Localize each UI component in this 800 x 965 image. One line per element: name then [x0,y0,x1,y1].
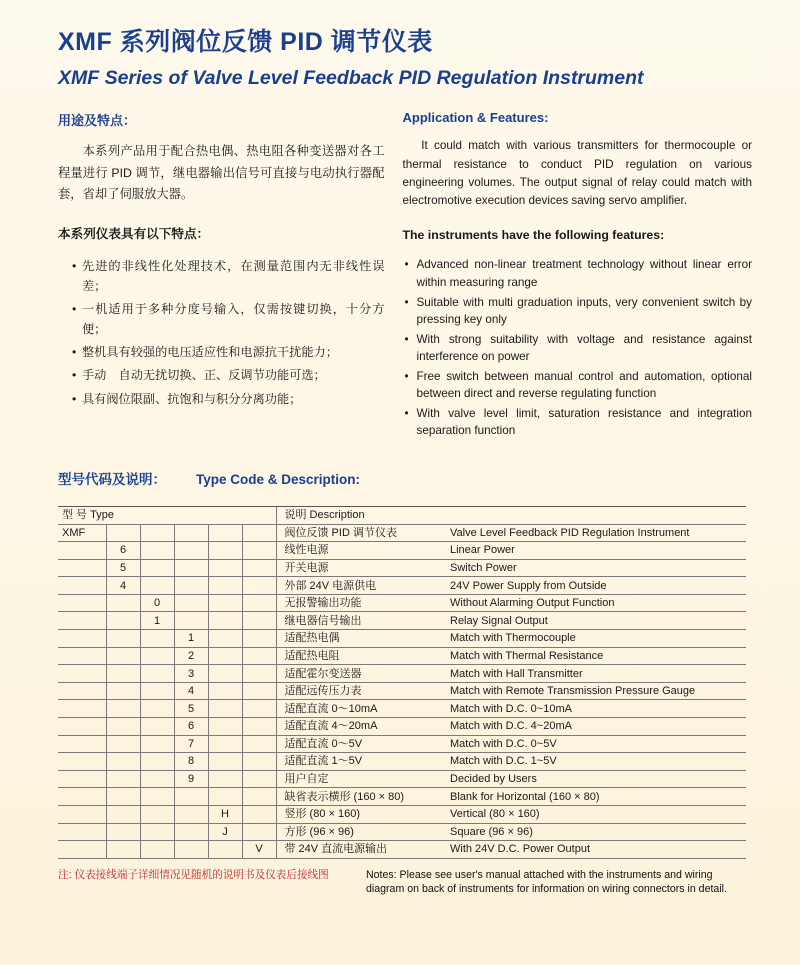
cell-type [58,735,106,753]
cell-code-5 [242,806,276,824]
cell-description-en: Relay Signal Output [442,612,746,630]
cell-code-5 [242,524,276,542]
application-paragraph-cn: 本系列产品用于配合热电偶、热电阻各种变送器对各工程量进行 PID 调节，继电器输出信号可直接与电动执行器配套，省却了伺服放大器。 [58,144,385,201]
cell-type [58,806,106,824]
cell-description-en: Linear Power [442,542,746,560]
cell-code-4 [208,682,242,700]
table-row [58,647,746,665]
table-row [58,630,746,648]
cell-code-1 [106,594,140,612]
cell-code-4 [208,770,242,788]
cell-type: XMF [58,524,106,542]
cell-code-4 [208,612,242,630]
cell-code-2 [140,735,174,753]
table-row [58,542,746,560]
cell-description-cn: 适配热电偶 [276,630,442,648]
note-cn: 注: 仪表接线端子详细情况见随机的说明书及仪表后接线图 [58,868,329,881]
cell-code-4 [208,577,242,595]
cell-description-en: Match with Thermocouple [442,630,746,648]
cell-code-5 [242,770,276,788]
cell-code-3: 4 [174,682,208,700]
cell-type [58,823,106,841]
cell-code-2 [140,682,174,700]
cell-description-en: Match with Thermal Resistance [442,647,746,665]
cell-code-2 [140,542,174,560]
cell-code-3 [174,612,208,630]
table-row [58,823,746,841]
cell-code-4 [208,559,242,577]
cell-code-1 [106,700,140,718]
cell-code-1 [106,788,140,806]
cell-code-1 [106,718,140,736]
cell-code-4 [208,753,242,771]
cell-code-2 [140,559,174,577]
cell-description-en: Match with Remote Transmission Pressure Gauge [442,682,746,700]
table-row [58,806,746,824]
cell-code-1 [106,735,140,753]
cell-description-cn: 外部 24V 电源供电 [276,577,442,595]
cell-type [58,700,106,718]
cell-description-cn: 适配直流 0～5V [276,735,442,753]
cell-code-2 [140,841,174,859]
cell-code-2 [140,770,174,788]
table-header-description: 说明 Description [276,506,746,524]
cell-code-3 [174,788,208,806]
cell-code-3 [174,594,208,612]
cell-code-5 [242,594,276,612]
table-row [58,770,746,788]
cell-code-3 [174,524,208,542]
cell-code-2 [140,665,174,683]
cell-code-4 [208,700,242,718]
cell-code-1: 4 [106,577,140,595]
features-list-en [403,256,752,439]
table-header-row [58,506,746,524]
cell-description-cn: 开关电源 [276,559,442,577]
page-title-en: XMF Series of Valve Level Feedback PID Regulation Instrument [58,66,644,89]
cell-description-en: Square (96 × 96) [442,823,746,841]
table-row [58,594,746,612]
cell-description-cn: 无报警输出功能 [276,594,442,612]
cell-code-5 [242,735,276,753]
cell-code-2 [140,524,174,542]
list-item: • Advanced non-linear treatment technology without linear error within measuring range [405,256,752,291]
cell-code-1 [106,806,140,824]
cell-description-cn: 适配远传压力表 [276,682,442,700]
cell-code-5: V [242,841,276,859]
features-heading-cn: 本系列仪表具有以下特点： [58,226,210,241]
cell-code-5 [242,542,276,560]
type-code-table [58,506,746,859]
cell-description-cn: 适配直流 1～5V [276,753,442,771]
cell-description-en: Match with D.C. 1~5V [442,753,746,771]
cell-code-4 [208,594,242,612]
cell-code-3 [174,559,208,577]
table-row [58,753,746,771]
cell-code-5 [242,700,276,718]
application-paragraph-en: It could match with various transmitters for thermocouple or thermal resistance to conduct PID regulation on various engineering volumes. The output signal of relay could match with electromotive execution devices saving servo amplifier. [402,139,752,208]
cell-code-1 [106,524,140,542]
cell-code-2 [140,753,174,771]
cell-code-5 [242,788,276,806]
cell-type [58,542,106,560]
cell-code-5 [242,718,276,736]
page-title-cn: XMF 系列阀位反馈 PID 调节仪表 [58,28,433,56]
cell-code-5 [242,577,276,595]
cell-code-3: 2 [174,647,208,665]
cell-type [58,577,106,595]
cell-code-4 [208,524,242,542]
type-code-heading-cn: 型号代码及说明： [58,471,166,487]
cell-description-en: Valve Level Feedback PID Regulation Instrument [442,524,746,542]
cell-code-2 [140,700,174,718]
cell-code-4: J [208,823,242,841]
cell-type [58,647,106,665]
cell-code-1 [106,647,140,665]
list-item: • Suitable with multi graduation inputs, very convenient switch by pressing key only [405,294,752,329]
list-item: • 整机具有较强的电压适应性和电源抗干扰能力； [72,342,385,362]
cell-description-cn: 缺省表示横形 (160 × 80) [276,788,442,806]
cell-description-cn: 用户自定 [276,770,442,788]
cell-code-5 [242,753,276,771]
cell-code-1 [106,753,140,771]
cell-code-3: 5 [174,700,208,718]
cell-code-5 [242,630,276,648]
cell-description-en: 24V Power Supply from Outside [442,577,746,595]
table-row [58,524,746,542]
application-heading-cn: 用途及特点： [58,113,137,129]
table-notes [58,868,746,897]
cell-code-5 [242,665,276,683]
cell-type [58,841,106,859]
cell-code-1: 6 [106,542,140,560]
cell-code-1 [106,630,140,648]
cell-code-1 [106,665,140,683]
cell-description-cn: 继电器信号输出 [276,612,442,630]
cell-code-2 [140,788,174,806]
cell-code-1: 5 [106,559,140,577]
cell-description-en: Vertical (80 × 160) [442,806,746,824]
cell-type [58,594,106,612]
cell-code-5 [242,823,276,841]
cell-description-cn: 线性电源 [276,542,442,560]
list-item: • Free switch between manual control and automation, optional between direct and reverse regulating function [405,368,752,403]
cell-code-1 [106,770,140,788]
cell-type [58,612,106,630]
right-column [403,110,752,441]
list-item: • 一机适用于多种分度号输入，仅需按键切换，十分方便； [72,299,385,339]
cell-code-1 [106,823,140,841]
table-row [58,665,746,683]
cell-code-4 [208,542,242,560]
cell-description-cn: 适配直流 4～20mA [276,718,442,736]
cell-description-en: With 24V D.C. Power Output [442,841,746,859]
list-item: • With strong suitability with voltage and resistance against interference on power [405,331,752,366]
features-heading-en: The instruments have the following features: [402,228,665,243]
application-heading-en: Application & Features: [402,110,549,126]
list-item: • 先进的非线性化处理技术，在测量范围内无非线性误差； [72,256,385,296]
cell-type [58,753,106,771]
note-en: Notes: Please see user's manual attached with the instruments and wiring diagram on back of instruments for information on wiring connectors in detail. [366,868,727,896]
table-row [58,735,746,753]
cell-code-3 [174,542,208,560]
cell-type [58,788,106,806]
cell-description-cn: 适配霍尔变送器 [276,665,442,683]
cell-code-4 [208,665,242,683]
cell-code-3 [174,577,208,595]
cell-description-cn: 方形 (96 × 96) [276,823,442,841]
table-row [58,559,746,577]
cell-code-2 [140,577,174,595]
cell-code-3 [174,841,208,859]
table-header-type: 型 号 Type [58,506,276,524]
cell-code-3: 1 [174,630,208,648]
table-row [58,682,746,700]
cell-description-cn: 带 24V 直流电源输出 [276,841,442,859]
type-code-heading [58,468,752,488]
table-row [58,612,746,630]
cell-type [58,665,106,683]
cell-code-4 [208,630,242,648]
cell-description-cn: 适配直流 0～10mA [276,700,442,718]
table-row [58,718,746,736]
cell-code-4 [208,647,242,665]
table-row [58,577,746,595]
cell-code-3: 6 [174,718,208,736]
cell-type [58,682,106,700]
cell-description-en: Match with D.C. 0~10mA [442,700,746,718]
cell-code-2: 1 [140,612,174,630]
two-column-body [58,110,752,441]
cell-code-4: H [208,806,242,824]
cell-code-1 [106,612,140,630]
cell-type [58,559,106,577]
cell-description-en: Match with D.C. 4~20mA [442,718,746,736]
table-row [58,700,746,718]
table-row [58,788,746,806]
cell-description-cn: 阀位反馈 PID 调节仪表 [276,524,442,542]
cell-description-en: Decided by Users [442,770,746,788]
cell-code-2 [140,718,174,736]
cell-code-3: 9 [174,770,208,788]
features-list-cn [58,256,385,409]
cell-description-en: Without Alarming Output Function [442,594,746,612]
cell-code-2: 0 [140,594,174,612]
left-column [58,110,403,441]
cell-description-cn: 竖形 (80 × 160) [276,806,442,824]
cell-code-4 [208,718,242,736]
list-item: • With valve level limit, saturation resistance and integration separation function [405,405,752,440]
cell-code-2 [140,823,174,841]
cell-description-en: Match with Hall Transmitter [442,665,746,683]
table-row [58,841,746,859]
cell-description-en: Blank for Horizontal (160 × 80) [442,788,746,806]
cell-code-2 [140,630,174,648]
cell-code-3 [174,823,208,841]
type-code-heading-en: Type Code & Description: [196,471,361,487]
cell-code-1 [106,682,140,700]
cell-description-en: Match with D.C. 0~5V [442,735,746,753]
cell-code-2 [140,647,174,665]
cell-code-5 [242,647,276,665]
cell-code-1 [106,841,140,859]
cell-code-5 [242,682,276,700]
cell-code-4 [208,841,242,859]
cell-code-5 [242,559,276,577]
cell-code-5 [242,612,276,630]
cell-code-2 [140,806,174,824]
cell-type [58,718,106,736]
cell-type [58,770,106,788]
cell-type [58,630,106,648]
cell-description-cn: 适配热电阻 [276,647,442,665]
cell-code-3: 8 [174,753,208,771]
cell-code-3: 7 [174,735,208,753]
cell-description-en: Switch Power [442,559,746,577]
list-item: • 手动 自动无扰切换、正、反调节功能可选； [72,365,385,385]
cell-code-4 [208,788,242,806]
cell-code-4 [208,735,242,753]
list-item: • 具有阀位限副、抗饱和与积分分离功能； [72,389,385,409]
cell-code-3 [174,806,208,824]
cell-code-3: 3 [174,665,208,683]
